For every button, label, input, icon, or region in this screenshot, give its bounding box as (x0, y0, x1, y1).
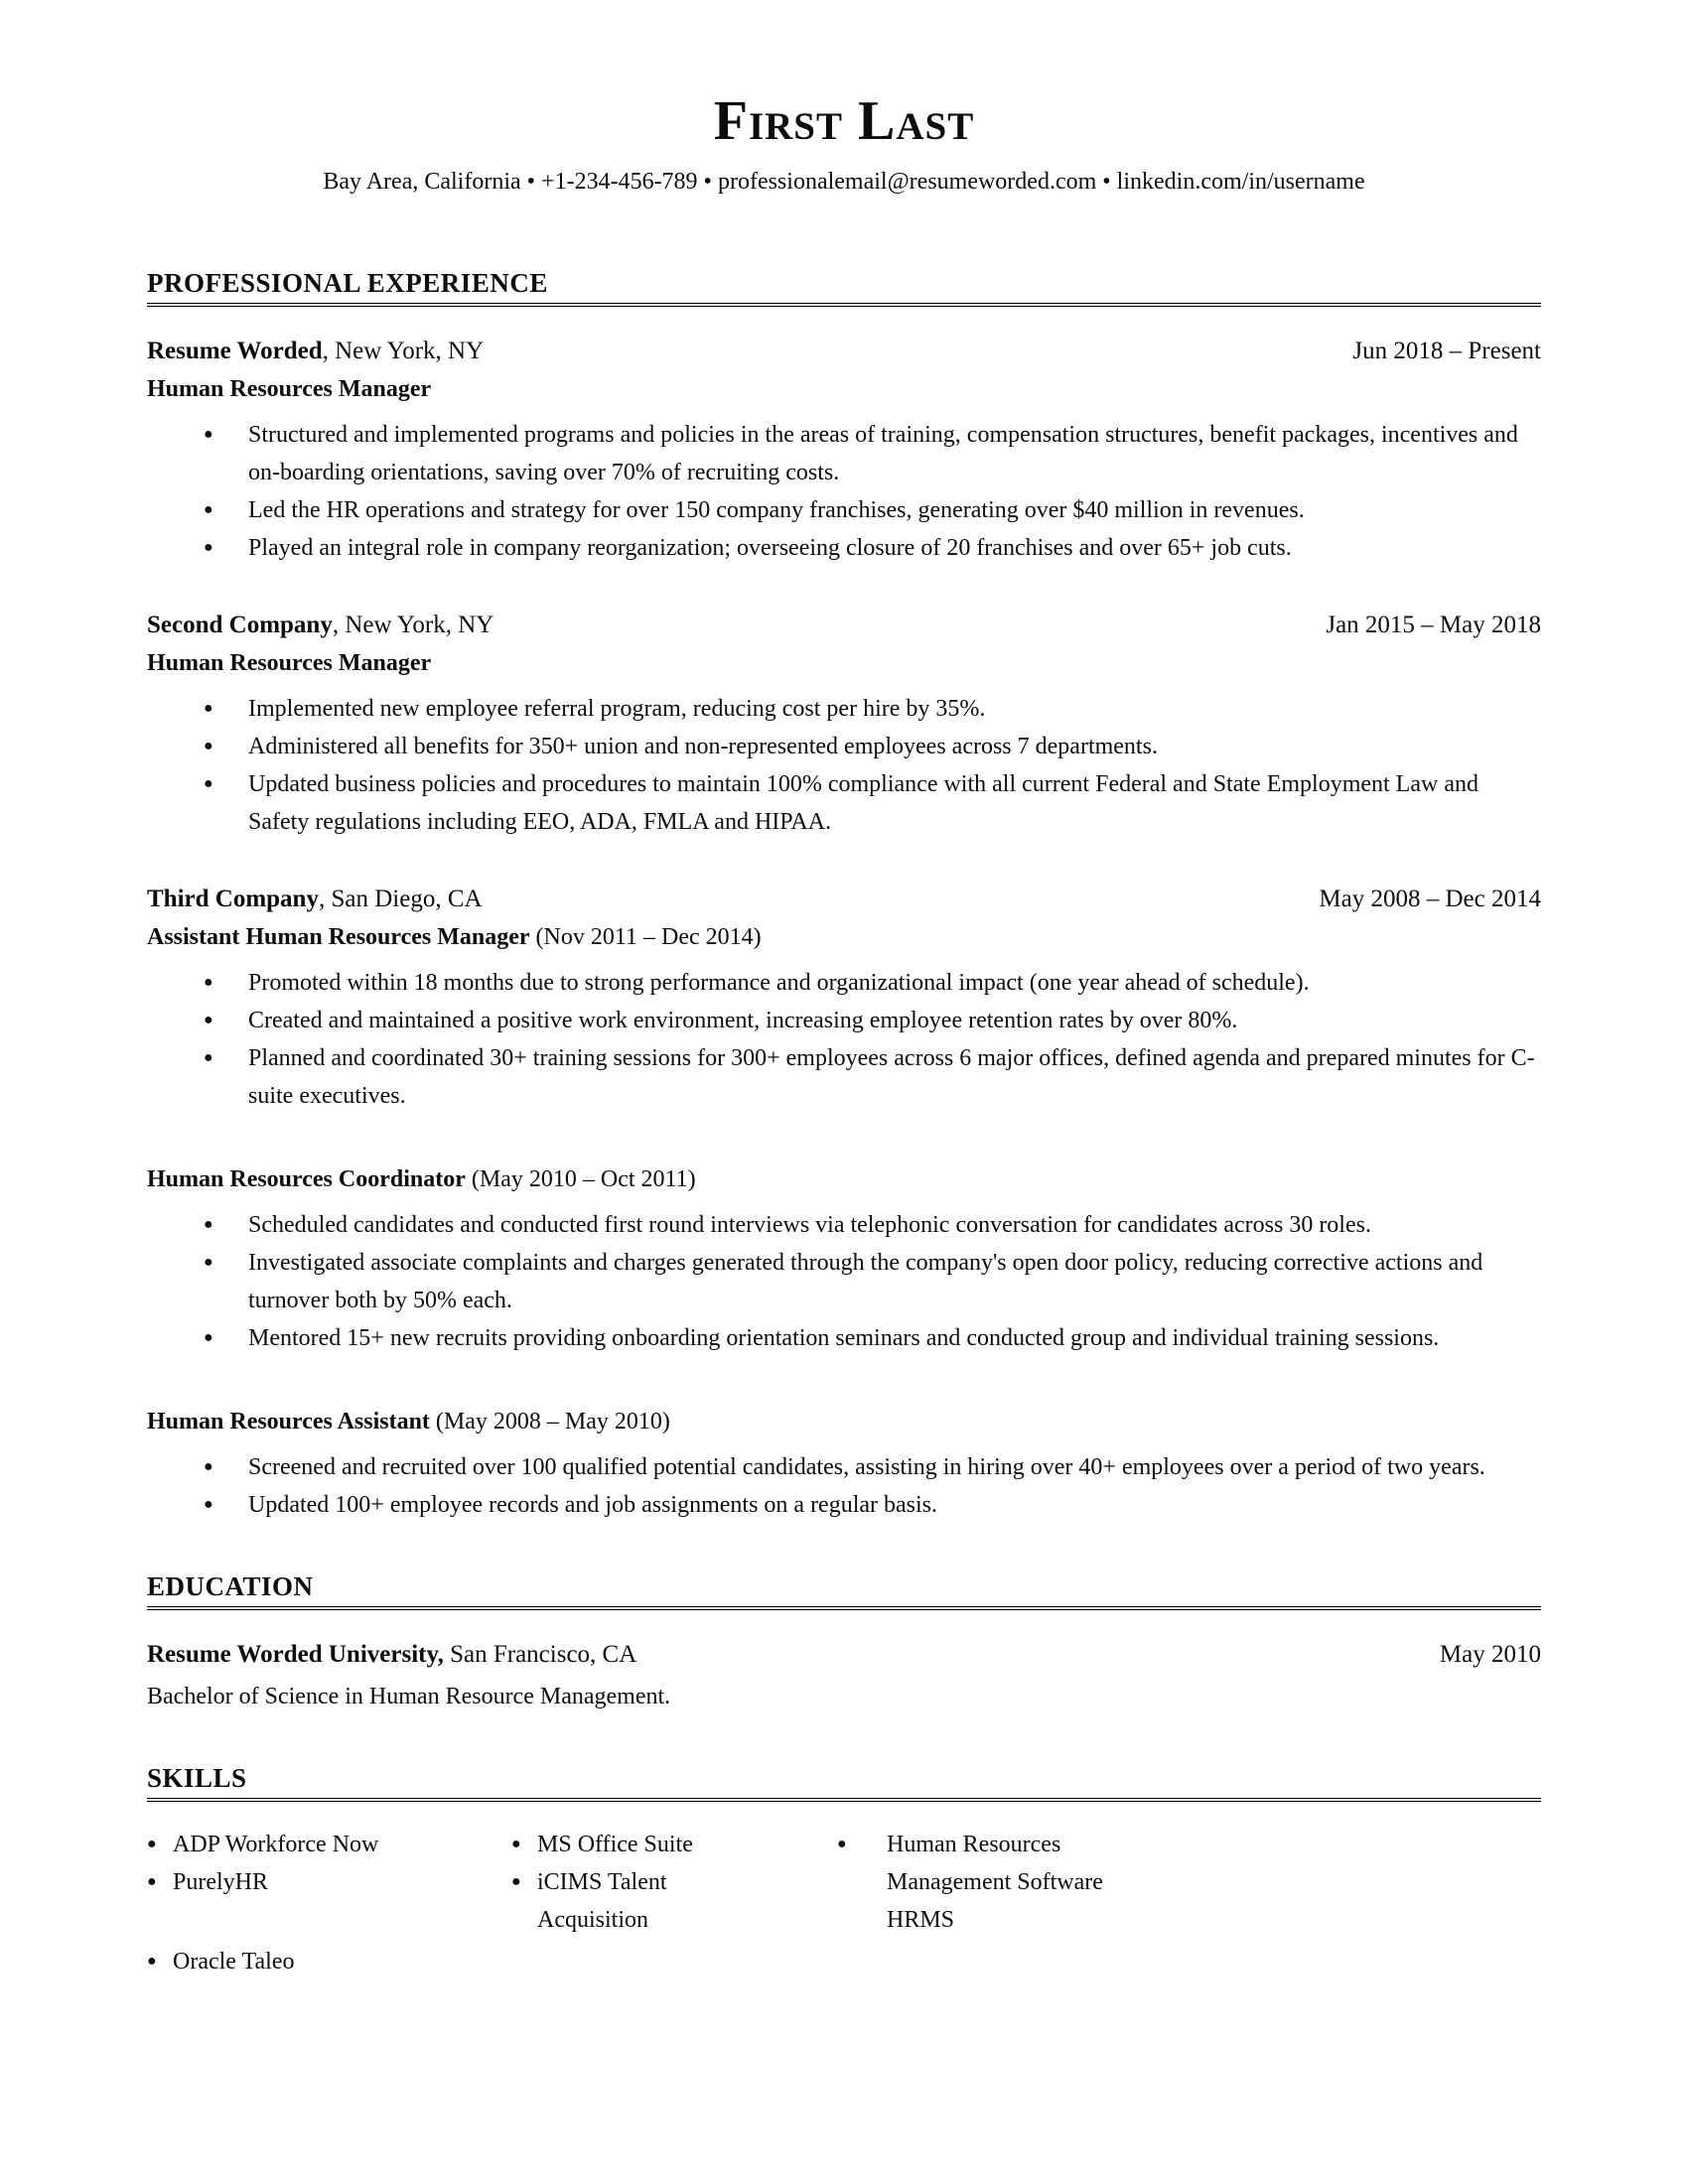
role-title: Human Resources Manager (147, 375, 432, 402)
company-line (147, 333, 1541, 370)
bullet-icon: ● (204, 425, 213, 443)
bullet-item (147, 1039, 1541, 1115)
bullet-item (147, 1319, 1541, 1357)
bullet-icon: ● (204, 1495, 213, 1513)
role-block (147, 644, 1541, 841)
company-name: Third Company (147, 885, 319, 912)
skills-section-title: SKILLS (147, 1763, 1541, 1802)
degree-line: Bachelor of Science in Human Resource Management. (147, 1683, 671, 1709)
skill-item (511, 1863, 837, 1939)
bullet-text: Administered all benefits for 350+ union and non-represented employees across 7 departments. (248, 733, 1158, 759)
skills-column-1 (147, 1826, 511, 1980)
bullet-item (147, 1448, 1541, 1486)
role-block-hr-assistant (147, 1403, 1541, 1524)
entry-dates: May 2008 – Dec 2014 (1319, 885, 1541, 912)
role-title-line (147, 1160, 1541, 1198)
bullet-text: Created and maintained a positive work environment, increasing employee retention rates by over 80%. (248, 1007, 1238, 1033)
bullet-icon: ● (204, 699, 213, 717)
bullet-text: Screened and recruited over 100 qualified potential candidates, assisting in hiring over 40+ employees over a period of two years. (248, 1453, 1485, 1480)
bullet-icon: ● (204, 1328, 213, 1346)
bullet-text: Updated business policies and procedures to maintain 100% compliance with all current Federal and State Employment Law and Safety regulations including EEO, ADA, FMLA and HIPAA. (248, 770, 1478, 835)
role-title: Human Resources Coordinator (147, 1165, 466, 1192)
bullet-list (147, 690, 1541, 841)
bullet-item (147, 1486, 1541, 1524)
bullet-text: Updated 100+ employee records and job assignments on a regular basis. (248, 1491, 938, 1518)
bullet-icon: ● (837, 1835, 847, 1852)
bullet-item (147, 964, 1541, 1002)
bullet-text: Scheduled candidates and conducted first round interviews via telephonic conversation for candidates across 30 roles. (248, 1211, 1371, 1238)
education-section-title: EDUCATION (147, 1571, 1541, 1610)
bullet-icon: ● (511, 1872, 521, 1890)
role-block (147, 370, 1541, 567)
school-location: San Francisco, CA (443, 1640, 637, 1668)
bullet-icon: ● (511, 1835, 521, 1852)
bullet-item (147, 416, 1541, 491)
resume-header (147, 91, 1541, 199)
role-period: (May 2010 – Oct 2011) (465, 1165, 696, 1192)
role-title-line (147, 370, 1541, 408)
bullet-icon: ● (204, 1048, 213, 1066)
section-education (147, 1571, 1541, 1715)
skill-text: Oracle Taleo (173, 1948, 295, 1975)
bullet-item (147, 1206, 1541, 1244)
role-block-assistant-hr-manager (147, 918, 1541, 1115)
bullet-icon: ● (204, 1253, 213, 1271)
company-location: , New York, NY (332, 611, 494, 638)
entry-dates: Jan 2015 – May 2018 (1326, 611, 1541, 638)
role-title-line (147, 1403, 1541, 1440)
skill-text: MS Office Suite (537, 1831, 693, 1857)
school-and-location (147, 1636, 636, 1674)
bullet-text: Led the HR operations and strategy for over 150 company franchises, generating over $40 million in revenues. (248, 496, 1305, 523)
bullet-item (147, 1244, 1541, 1319)
bullet-list (147, 964, 1541, 1115)
company-location: , San Diego, CA (318, 885, 483, 912)
skill-item (147, 1943, 511, 1980)
bullet-text: Implemented new employee referral program, reducing cost per hire by 35%. (248, 695, 986, 722)
skill-item (147, 1863, 511, 1901)
role-title: Human Resources Assistant (147, 1408, 430, 1434)
role-title: Assistant Human Resources Manager (147, 923, 530, 950)
bullet-item (147, 1002, 1541, 1039)
bullet-list (147, 1206, 1541, 1357)
person-name: First Last (713, 90, 975, 152)
bullet-item (147, 728, 1541, 765)
bullet-icon: ● (204, 1011, 213, 1028)
role-title: Human Resources Manager (147, 649, 432, 676)
role-period: (Nov 2011 – Dec 2014) (529, 923, 762, 950)
company-name: Resume Worded (147, 337, 323, 364)
bullet-text: Planned and coordinated 30+ training sessions for 300+ employees across 6 major offices, defined agenda and prepared minutes for C-suite executives. (248, 1044, 1535, 1109)
school-name: Resume Worded University, (147, 1640, 444, 1668)
role-block-hr-coordinator (147, 1160, 1541, 1357)
skill-text: iCIMS Talent Acquisition (537, 1868, 667, 1933)
skill-text: Human Resources Management Software HRMS (887, 1831, 1103, 1933)
skill-item (147, 1826, 511, 1863)
company-line (147, 881, 1541, 918)
experience-section-body (147, 333, 1541, 1524)
bullet-text: Mentored 15+ new recruits providing onboarding orientation seminars and conducted group and individual training sessions. (248, 1324, 1440, 1351)
company-and-location (147, 881, 483, 918)
experience-entry-second-company (147, 607, 1541, 841)
bullet-icon: ● (204, 500, 213, 518)
company-line (147, 607, 1541, 644)
role-title-line (147, 918, 1541, 956)
section-skills (147, 1763, 1541, 1980)
bullet-item (147, 491, 1541, 529)
experience-entry-resume-worded (147, 333, 1541, 567)
education-section-body (147, 1636, 1541, 1715)
role-period: (May 2008 – May 2010) (429, 1408, 670, 1434)
bullet-icon: ● (204, 737, 213, 754)
company-name: Second Company (147, 611, 333, 638)
bullet-icon: ● (204, 1215, 213, 1233)
bullet-text: Promoted within 18 months due to strong performance and organizational impact (one year ahead of schedule). (248, 969, 1310, 996)
experience-section-title: PROFESSIONAL EXPERIENCE (147, 268, 1541, 307)
bullet-text: Structured and implemented programs and policies in the areas of training, compensation structures, benefit packages, incentives and on-boarding orientations, saving over 70% of recruiting costs. (248, 421, 1518, 485)
bullet-item (147, 529, 1541, 567)
bullet-item (147, 765, 1541, 841)
experience-entry-third-company (147, 881, 1541, 1524)
bullet-text: Investigated associate complaints and charges generated through the company's open door policy, reducing corrective actions and turnover both by 50% each. (248, 1249, 1483, 1313)
education-dates: May 2010 (1439, 1640, 1541, 1668)
entry-dates: Jun 2018 – Present (1352, 337, 1541, 364)
bullet-icon: ● (204, 774, 213, 792)
bullet-icon: ● (147, 1835, 157, 1852)
skill-text: PurelyHR (173, 1868, 268, 1895)
skill-item (837, 1826, 1135, 1939)
bullet-icon: ● (204, 1457, 213, 1475)
company-location: , New York, NY (322, 337, 485, 364)
bullet-icon: ● (147, 1872, 157, 1890)
bullet-icon: ● (204, 538, 213, 556)
skill-text: ADP Workforce Now (173, 1831, 379, 1857)
skills-grid (147, 1826, 1541, 1980)
company-and-location (147, 607, 493, 644)
bullet-text: Played an integral role in company reorganization; overseeing closure of 20 franchises and over 65+ job cuts. (248, 534, 1292, 561)
skills-column-3 (837, 1826, 1135, 1939)
bullet-item (147, 690, 1541, 728)
role-title-line (147, 644, 1541, 682)
school-line (147, 1636, 1541, 1674)
skill-item (511, 1826, 837, 1863)
bullet-list (147, 1448, 1541, 1524)
section-experience (147, 268, 1541, 1524)
bullet-list (147, 416, 1541, 567)
bullet-icon: ● (204, 973, 213, 991)
company-and-location (147, 333, 484, 370)
contact-line: Bay Area, California • +1-234-456-789 • professionalemail@resumeworded.com • linkedin.com/in/username (323, 168, 1365, 195)
bullet-icon: ● (147, 1952, 157, 1970)
skills-column-2 (511, 1826, 837, 1939)
